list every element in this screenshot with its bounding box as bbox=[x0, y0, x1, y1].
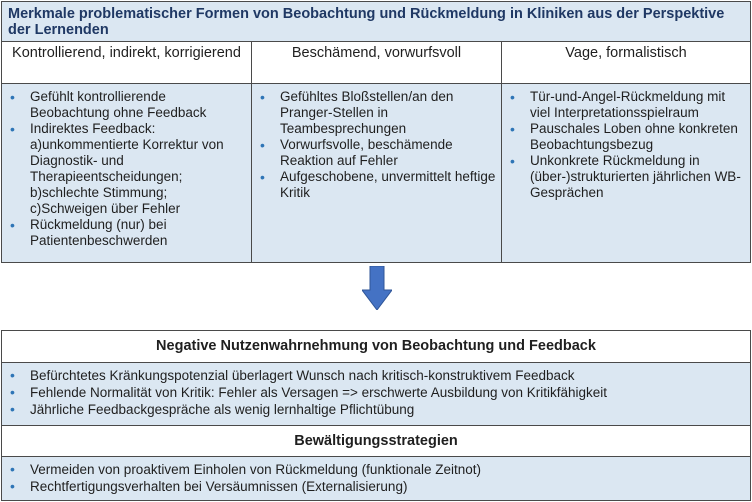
list-item: • Jährliche Feedbackgespräche als wenig lernhaltige Pflichtübung bbox=[2, 401, 750, 418]
problem-features-box bbox=[1, 1, 751, 263]
list-item: • Gefühlt kontrollierende Beobachtung ohne Feedback bbox=[2, 89, 251, 121]
column-body-kontrollierend bbox=[2, 84, 251, 262]
strategien-header: Bewältigungsstrategien bbox=[2, 425, 750, 457]
list-item: • Rechtfertigungsverhalten bei Versäumnissen (Externalisierung) bbox=[2, 478, 750, 495]
diagram-title: Merkmale problematischer Formen von Beobachtung und Rückmeldung in Kliniken aus der Perspektive der Lernenden bbox=[2, 2, 750, 42]
column-divider bbox=[501, 42, 502, 262]
column-header-vage: Vage, formalistisch bbox=[502, 42, 750, 84]
list-item: • Vorwurfsvolle, beschämende Reaktion auf Fehler bbox=[252, 137, 501, 169]
nutzen-header: Negative Nutzenwahrnehmung von Beobachtung und Feedback bbox=[2, 331, 750, 363]
list-item: • Indirektes Feedback: a)unkommentierte Korrektur von Diagnostik- und Therapieentscheidungen; b)schlechte Stimmung; c)Schweigen über Fehler bbox=[2, 121, 251, 217]
consequences-box bbox=[1, 330, 751, 501]
list-item: • Fehlende Normalität von Kritik: Fehler als Versagen => erschwerte Ausbildung von Kritikfähigkeit bbox=[2, 384, 750, 401]
list-item: • Gefühltes Bloßstellen/an den Pranger-Stellen in Teambesprechungen bbox=[252, 89, 501, 137]
down-arrow-icon bbox=[362, 266, 392, 310]
list-item: • Pauschales Loben ohne konkreten Beobachtungsbezug bbox=[502, 121, 750, 153]
nutzen-list bbox=[2, 363, 750, 425]
column-body-vage bbox=[502, 84, 750, 262]
list-item: • Vermeiden von proaktivem Einholen von Rückmeldung (funktionale Zeitnot) bbox=[2, 461, 750, 478]
strategien-list bbox=[2, 457, 750, 500]
list-item: • Unkonkrete Rückmeldung in (über-)strukturierten jährlichen WB-Gesprächen bbox=[502, 153, 750, 201]
column-divider bbox=[251, 42, 252, 262]
list-item: • Befürchtetes Kränkungspotenzial überlagert Wunsch nach kritisch-konstruktivem Feedback bbox=[2, 367, 750, 384]
column-header-beschaemend: Beschämend, vorwurfsvoll bbox=[252, 42, 501, 84]
column-header-kontrollierend: Kontrollierend, indirekt, korrigierend bbox=[2, 42, 251, 84]
list-item: • Rückmeldung (nur) bei Patientenbeschwerden bbox=[2, 217, 251, 249]
list-item: • Aufgeschobene, unvermittelt heftige Kritik bbox=[252, 169, 501, 201]
column-body-beschaemend bbox=[252, 84, 501, 262]
list-item: • Tür-und-Angel-Rückmeldung mit viel Interpretationsspielraum bbox=[502, 89, 750, 121]
